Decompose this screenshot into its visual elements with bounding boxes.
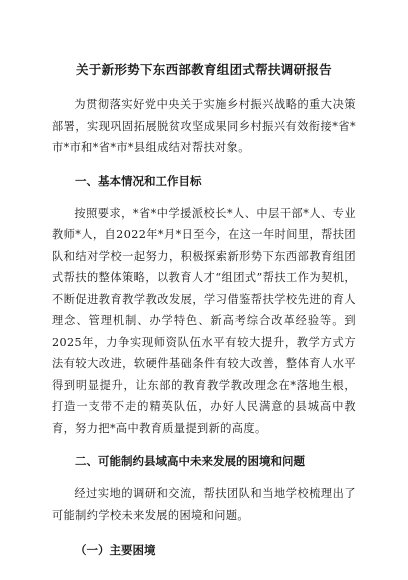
intro-paragraph: 为贯彻落实好党中央关于实施乡村振兴战略的重大决策部署，实现巩固拓展脱贫攻坚成果同乡村振兴有效衔接*省*市*市和*省*市*县组成结对帮扶对象。 (52, 98, 356, 154)
section-1-heading: 一、基本情况和工作目标 (75, 173, 202, 188)
document-title: 关于新形势下东西部教育组团式帮扶调研报告 (75, 62, 332, 77)
section-2-heading: 二、可能制约县域高中未来发展的困境和问题 (75, 454, 305, 468)
section-2-paragraph: 经过实地的调研和交流，帮扶团队和当地学校梳理出了可能制约学校未来发展的困境和问题。 (52, 487, 356, 522)
section-1-paragraph: 按照要求，*省*中学援派校长*人、中层干部*人、专业教师*人，自2022年*月*日至今，在这一年时间里，帮扶团队和结对学校一起努力，积极探索新形势下东西部教育组团式帮扶的整体策略，以教育人才“组团式”帮扶工作为契机，不断促进教育教学教改发展，学习借鉴帮扶学校先进的育人理念、管理机制、办学特色、新高考综合改革经验等。到2025年，力争实现师资队伍水平有较大提升，教学方式方法有较大改进，软硬件基础条件有较大改善，整体育人水平得到明显提升，让东部的教育教学教改理念在*落地生根，打造一支带不走的精英队伍，办好人民满意的县城高中教育，努力把*高中教育质量提到新的高度。 (52, 206, 356, 435)
subsection-1-heading: （一）主要困境 (75, 543, 156, 557)
